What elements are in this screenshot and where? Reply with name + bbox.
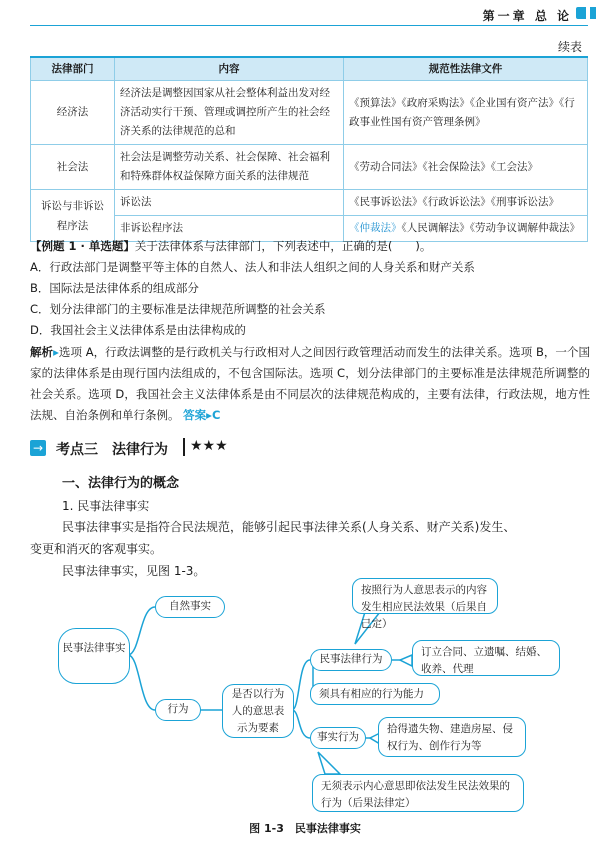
dept-cell: 社会法 — [31, 145, 115, 190]
play-arrow-icon: ▸ — [206, 408, 212, 422]
column-header-content: 内容 — [115, 57, 344, 81]
analysis-text: 选项 A，行政法调整的是行政机关与行政相对人之间因行政管理活动而发生的法律关系。选项 B，一个国家的法律体系是由现行国内法组成的，不包含国际法。选项 C，划分法律部门的主要标准是法律规范所调整的社会关系。选项 D，我国社会主义法律体系是由不同层次的法律规范构成的，主要有法律，行政法规，地方性法规、自治条例和单行条例。 — [30, 345, 591, 422]
table-continued-label: 续表 — [557, 40, 582, 54]
option-d: D．我国社会主义法律体系是由法律构成的 — [30, 323, 246, 337]
callout-civil-effect: 按照行为人意思表示的内容发生相应民法效果（后果自己定） — [352, 578, 498, 614]
option-b: B．国际法是法律体系的组成部分 — [30, 281, 199, 295]
content-cell: 非诉讼程序法 — [115, 216, 344, 242]
example-question-text: 关于法律体系与法律部门，下列表述中，正确的是( )。 — [134, 239, 432, 253]
docs-cell: 《民事诉讼法》《行政诉讼法》《刑事诉讼法》 — [344, 190, 588, 216]
act-node: 行为 — [155, 699, 201, 721]
intent-node: 是否以行为人的意思表示为要素 — [222, 684, 294, 738]
subsubsection-heading: 1. 民事法律事实 — [62, 499, 150, 513]
body-paragraph-cont: 变更和消灭的客观事实。 — [30, 542, 163, 556]
natural-fact-node: 自然事实 — [155, 596, 225, 618]
docs-rest: 《人民调解法》《劳动争议调解仲裁法》 — [401, 222, 580, 234]
option-c: C．划分法律部门的主要标准是法律规范所调整的社会关系 — [30, 302, 326, 316]
chapter-title: 总 论 — [534, 9, 572, 23]
example-label: 【例题 1 · 单选题】 — [30, 239, 135, 253]
connector-intent — [292, 660, 310, 710]
content-cell: 诉讼法 — [115, 190, 344, 216]
connector-root — [128, 607, 155, 655]
answer-value: C — [211, 408, 221, 422]
content-cell: 社会法是调整劳动关系、社会保障、社会福利和特殊群体权益保障方面关系的法律规范 — [115, 145, 344, 190]
body-paragraph: 民事法律事实，见图 1-3。 — [62, 564, 206, 578]
chapter-number: 第一章 — [482, 9, 528, 23]
connector-intent — [292, 710, 310, 738]
body-paragraph: 民事法律事实是指符合民法规范，能够引起民事法律关系(人身关系、财产关系)发生、 — [62, 520, 516, 534]
root-node: 民事法律事实 — [58, 628, 130, 684]
arrow-right-icon: → — [30, 440, 46, 456]
fact-act-node: 事实行为 — [310, 727, 366, 749]
dept-cell: 诉讼与非诉讼程序法 — [31, 190, 115, 242]
callout-pointer — [400, 655, 412, 666]
analysis-label: 解析 — [30, 345, 54, 359]
column-header-dept: 法律部门 — [31, 57, 115, 81]
figure-caption: 图 1-3 民事法律事实 — [249, 822, 361, 835]
content-cell: 经济法是调整因国家从社会整体利益出发对经济活动实行干预、管理或调控所产生的社会经济关系的法律规范的总和 — [115, 81, 344, 145]
section-title: 考点三 法律行为 — [56, 442, 168, 458]
callout-fact-examples: 拾得遗失物、建造房屋、侵权行为、创作行为等 — [378, 717, 526, 757]
docs-cell: 《劳动合同法》《社会保险法》《工会法》 — [344, 145, 588, 190]
callout-fact-effect: 无须表示内心意思即依法发生民法效果的行为（后果法律定） — [312, 774, 524, 812]
column-header-docs: 规范性法律文件 — [344, 57, 588, 81]
importance-stars: ★★★ — [190, 438, 228, 454]
option-a: A．行政法部门是调整平等主体的自然人、法人和非法人组织之间的人身关系和财产关系 — [30, 260, 475, 274]
subsection-heading: 一、法律行为的概念 — [62, 476, 180, 491]
callout-pointer — [318, 752, 340, 774]
play-arrow-icon: ▸ — [53, 345, 59, 359]
civil-act-node: 民事法律行为 — [310, 649, 392, 671]
highlighted-law-link: 《仲裁法》 — [349, 222, 402, 234]
callout-civil-examples: 订立合同、立遗嘱、结婚、收养、代理 — [412, 640, 560, 676]
dept-cell: 经济法 — [31, 81, 115, 145]
answer-label: 答案 — [183, 408, 207, 422]
callout-capacity: 须具有相应的行为能力 — [310, 683, 440, 705]
docs-cell: 《预算法》《政府采购法》《企业国有资产法》《行政事业性国有资产管理条例》 — [344, 81, 588, 145]
connector-root — [128, 655, 155, 710]
